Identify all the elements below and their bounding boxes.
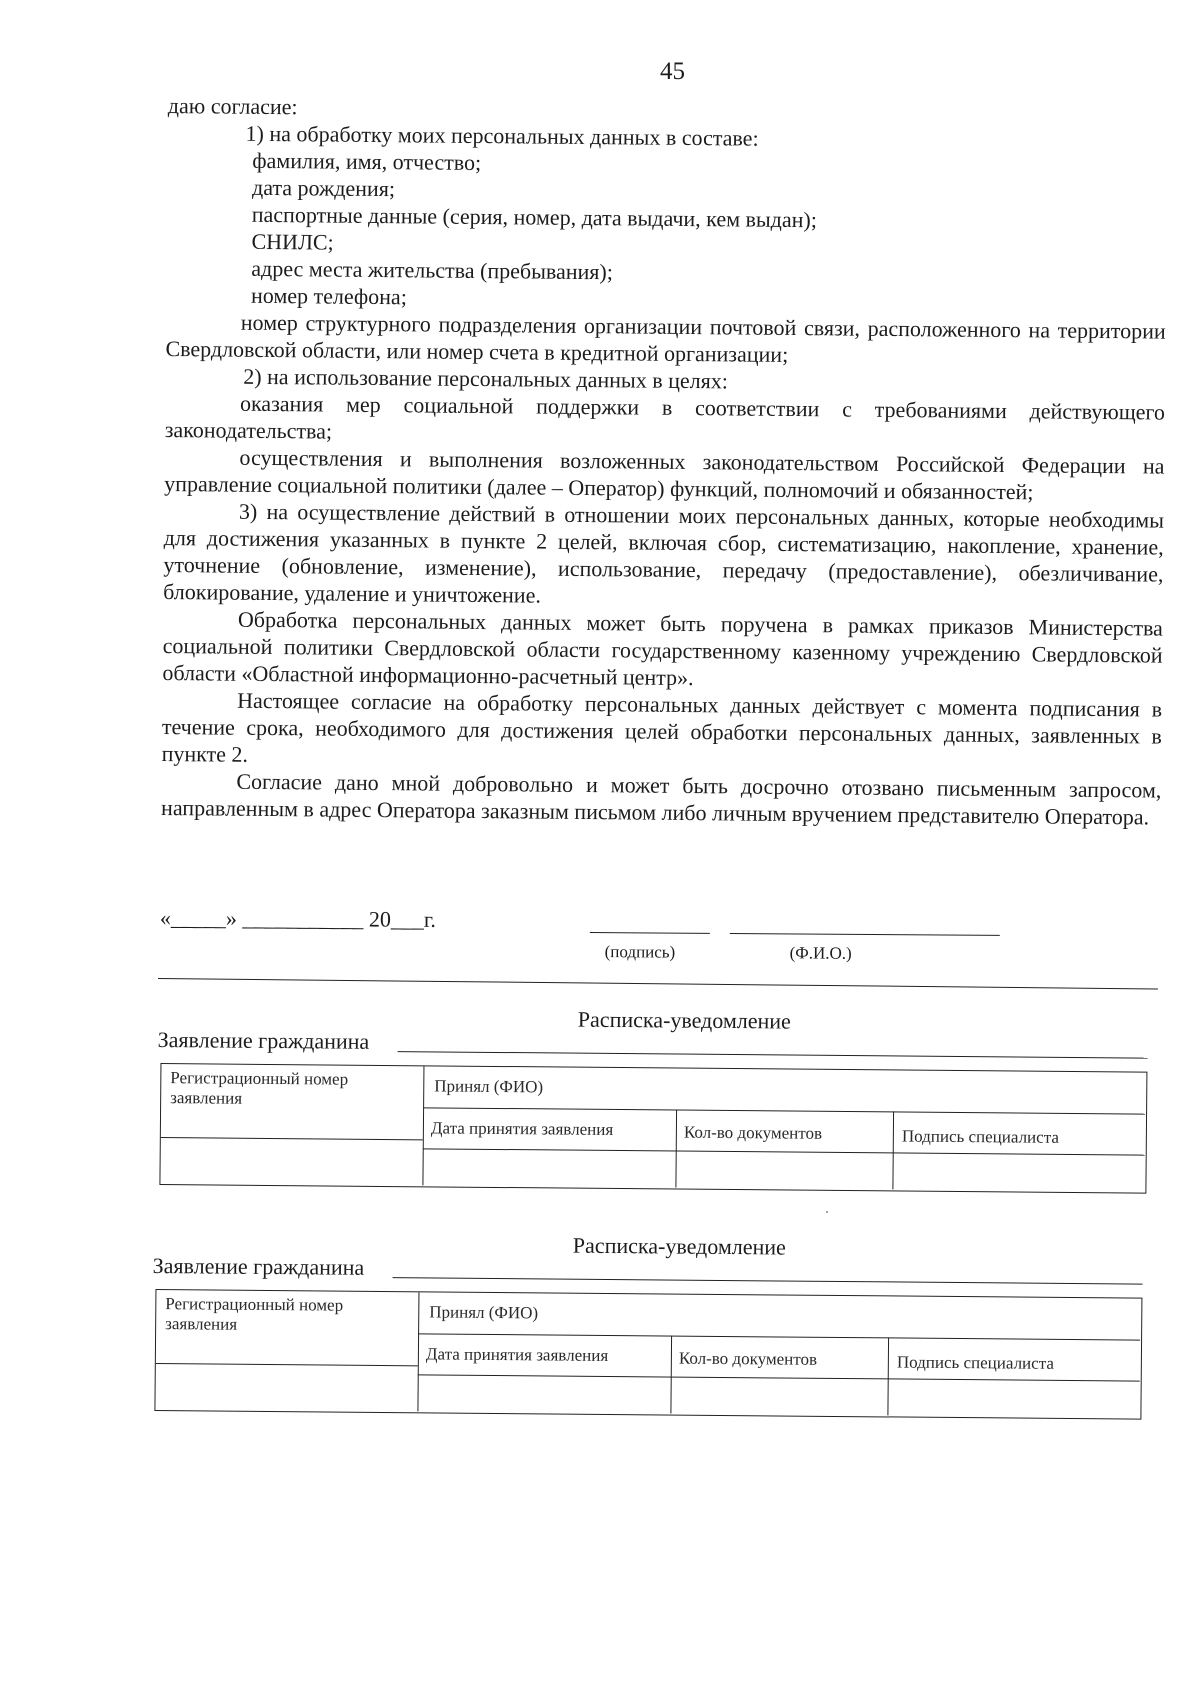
signature-date: «_____» ___________ 20___г. <box>159 905 437 932</box>
specialist-signature-header: Подпись специалиста <box>896 1352 1055 1373</box>
specialist-signature-header: Подпись специалиста <box>901 1126 1060 1147</box>
consent-item-1: 1) на обработку моих персональных данных в составе: <box>245 120 759 151</box>
consent-field-passport: паспортные данные (серия, номер, дата выдачи, кем выдан); <box>251 201 818 233</box>
scan-speck <box>826 1211 828 1213</box>
doc-count-header: Кол-во документов <box>683 1122 823 1143</box>
accepted-by-header: Принял (ФИО) <box>429 1302 539 1323</box>
receipt-2 <box>151 1229 1143 1423</box>
receipt-title: Расписка-уведомление <box>572 1232 786 1260</box>
date-accepted-header: Дата принятия заявления <box>430 1118 614 1139</box>
consent-field-name: фамилия, имя, отчество; <box>252 147 482 176</box>
receipt-1 <box>156 1003 1148 1197</box>
receipt-table <box>154 1289 1142 1420</box>
name-line <box>730 933 1000 936</box>
consent-validity: Настоящее согласие на обработку персональных данных действует с момента подписания в течение срока, необходимого для достижения целей обработки персональных данных, заявленных в пункте 2. <box>161 687 1163 767</box>
consent-text <box>161 92 1168 831</box>
applicant-underline <box>398 1051 1148 1059</box>
page-number: 45 <box>660 58 685 85</box>
consent-item-2: 2) на использование персональных данных в целях: <box>243 363 729 394</box>
receipt-title: Расписка-уведомление <box>577 1006 791 1034</box>
date-accepted-header: Дата принятия заявления <box>425 1344 609 1365</box>
consent-revocation: Согласие дано мной добровольно и может быть досрочно отозвано письменным запросом, направленным в адрес Оператора заказным письмом либо личным вручением представителю Оператора. <box>161 768 1162 830</box>
receipt-table <box>159 1063 1147 1194</box>
consent-purpose-functions: осуществления и выполнения возложенных законодательством Российской Федерации на управление социальной политики (далее – Оператор) функций, полномочий и обязанностей; <box>164 444 1165 505</box>
consent-processing: Обработка персональных данных может быть поручена в рамках приказов Министерства социальной политики Свердловской области государственному казенному учреждению Свердловской области «Областной информационно-расчетный центр». <box>162 606 1164 691</box>
applicant-label: Заявление гражданина <box>152 1252 365 1280</box>
consent-intro: даю согласие: <box>167 92 298 120</box>
applicant-underline <box>393 1277 1143 1285</box>
signature-line <box>590 932 710 934</box>
consent-field-birthdate: дата рождения; <box>251 174 396 202</box>
reg-number-header: Регистрационный номер заявления <box>170 1068 349 1108</box>
reg-number-header: Регистрационный номер заявления <box>165 1294 344 1334</box>
consent-field-address: адрес места жительства (пребывания); <box>251 255 614 285</box>
doc-count-header: Кол-во документов <box>678 1348 818 1369</box>
signature-caption: (подпись) <box>604 942 676 962</box>
applicant-label: Заявление гражданина <box>157 1026 370 1054</box>
consent-item-3: 3) на осуществление действий в отношении моих персональных данных, которые необходимы для достижения указанных в пункте 2 целей, включая сбор, систематизацию, накопление, хранение, уточнение (обновление, изменение), использование, передачу (предоставление), обезличивание, блокирование, удаление и уничтожение. <box>163 498 1165 608</box>
accepted-by-header: Принял (ФИО) <box>434 1076 544 1097</box>
consent-field-snils: СНИЛС; <box>251 228 334 255</box>
consent-purpose-support: оказания мер социальной поддержки в соответствии с требованиями действующего законодательства; <box>164 390 1166 444</box>
signature-block <box>160 905 1040 971</box>
name-caption: (Ф.И.О.) <box>789 943 852 963</box>
cut-line <box>158 978 1158 989</box>
consent-field-phone: номер телефона; <box>250 282 408 310</box>
consent-field-postal: номер структурного подразделения организации почтовой связи, расположенного на территории Свердловской области, или номер счета в кредитной организации; <box>165 309 1166 367</box>
